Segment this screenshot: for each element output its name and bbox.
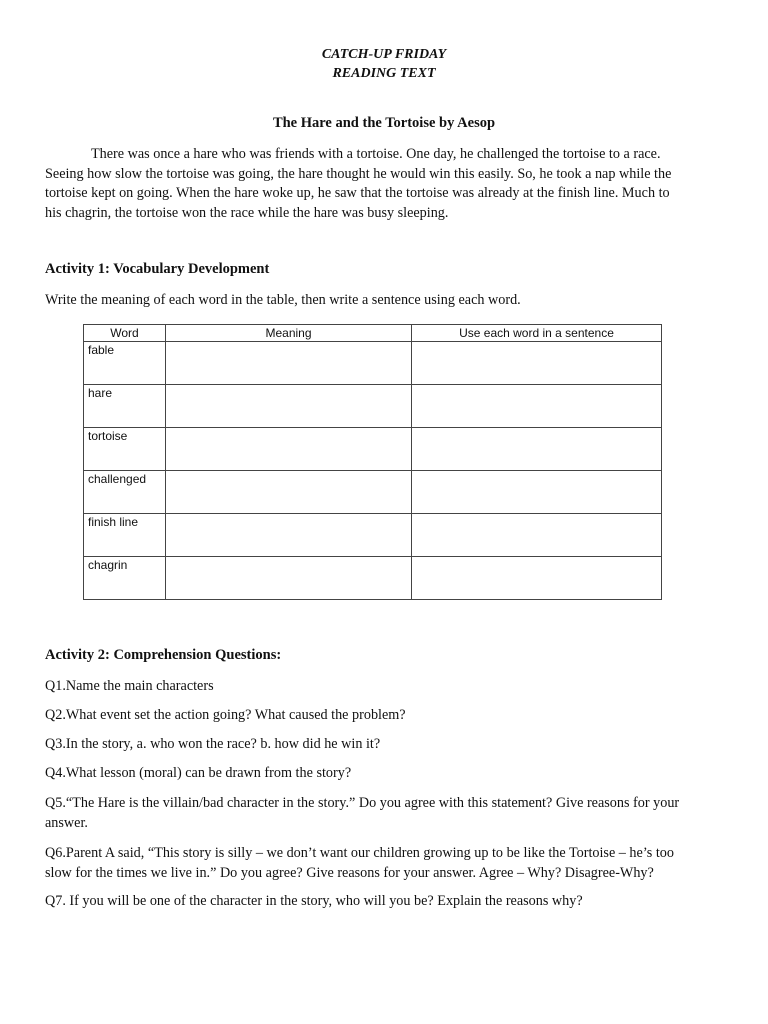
sentence-cell[interactable]: [412, 428, 662, 471]
vocabulary-table: [83, 324, 662, 600]
question-q7: Q7. If you will be one of the character in the story, who will you be? Explain the reasons why?: [45, 893, 583, 909]
header-line-1: CATCH-UP FRIDAY: [321, 47, 447, 62]
question-q2: Q2.What event set the action going? What caused the problem?: [45, 707, 406, 723]
header-line-2: READING TEXT: [332, 66, 436, 81]
meaning-cell[interactable]: [166, 557, 412, 600]
question-q4: Q4.What lesson (moral) can be drawn from the story?: [45, 765, 352, 781]
table-row: [84, 428, 662, 471]
table-row: [84, 385, 662, 428]
question-q1: Q1.Name the main characters: [45, 678, 214, 694]
word-cell: tortoise: [84, 428, 166, 471]
word-cell: fable: [84, 342, 166, 385]
meaning-cell[interactable]: [166, 471, 412, 514]
question-q3: Q3.In the story, a. who won the race? b. how did he win it?: [45, 736, 381, 752]
word-cell: hare: [84, 385, 166, 428]
meaning-cell[interactable]: [166, 385, 412, 428]
table-row: [84, 342, 662, 385]
story-line-1: There was once a hare who was friends with a tortoise. One day, he challenged the tortoise to a race.: [91, 146, 661, 162]
activity1-heading: Activity 1: Vocabulary Development: [45, 261, 270, 277]
table-row: [84, 471, 662, 514]
sentence-cell[interactable]: [412, 471, 662, 514]
activity1-instruction: Write the meaning of each word in the table, then write a sentence using each word.: [45, 292, 521, 308]
word-cell: challenged: [84, 471, 166, 514]
question-q6: Q6.Parent A said, “This story is silly – we don’t want our children growing up to be like the Tortoise – he’s too slow for the times we live in.” Do you agree? Give reasons for your answer. Agree – Why? Disagree-Why?: [45, 845, 674, 881]
activity2-heading: Activity 2: Comprehension Questions:: [45, 647, 282, 663]
sentence-cell[interactable]: [412, 557, 662, 600]
story-paragraph: [45, 145, 721, 223]
vocabulary-table-header: [84, 325, 662, 342]
column-header-meaning: Meaning: [166, 325, 412, 342]
table-row: [84, 514, 662, 557]
question-q5: Q5.“The Hare is the villain/bad character in the story.” Do you agree with this statement? Give reasons for your answer.: [45, 795, 680, 831]
story-line-4: his chagrin, the tortoise won the race while the hare was busy sleeping.: [45, 204, 449, 221]
meaning-cell[interactable]: [166, 342, 412, 385]
column-header-sentence: Use each word in a sentence: [412, 325, 662, 342]
sentence-cell[interactable]: [412, 385, 662, 428]
meaning-cell[interactable]: [166, 428, 412, 471]
sentence-cell[interactable]: [412, 514, 662, 557]
table-row: [84, 557, 662, 600]
word-cell: chagrin: [84, 557, 166, 600]
story-title: The Hare and the Tortoise by Aesop: [272, 115, 496, 131]
word-cell: finish line: [84, 514, 166, 557]
column-header-word: Word: [84, 325, 166, 342]
sentence-cell[interactable]: [412, 342, 662, 385]
story-line-2: Seeing how slow the tortoise was going, the hare thought he would win this easily. So, he took a nap while the: [45, 165, 672, 182]
story-line-3: tortoise kept on going. When the hare woke up, he saw that the tortoise was already at the finish line. Much to: [45, 185, 670, 201]
meaning-cell[interactable]: [166, 514, 412, 557]
